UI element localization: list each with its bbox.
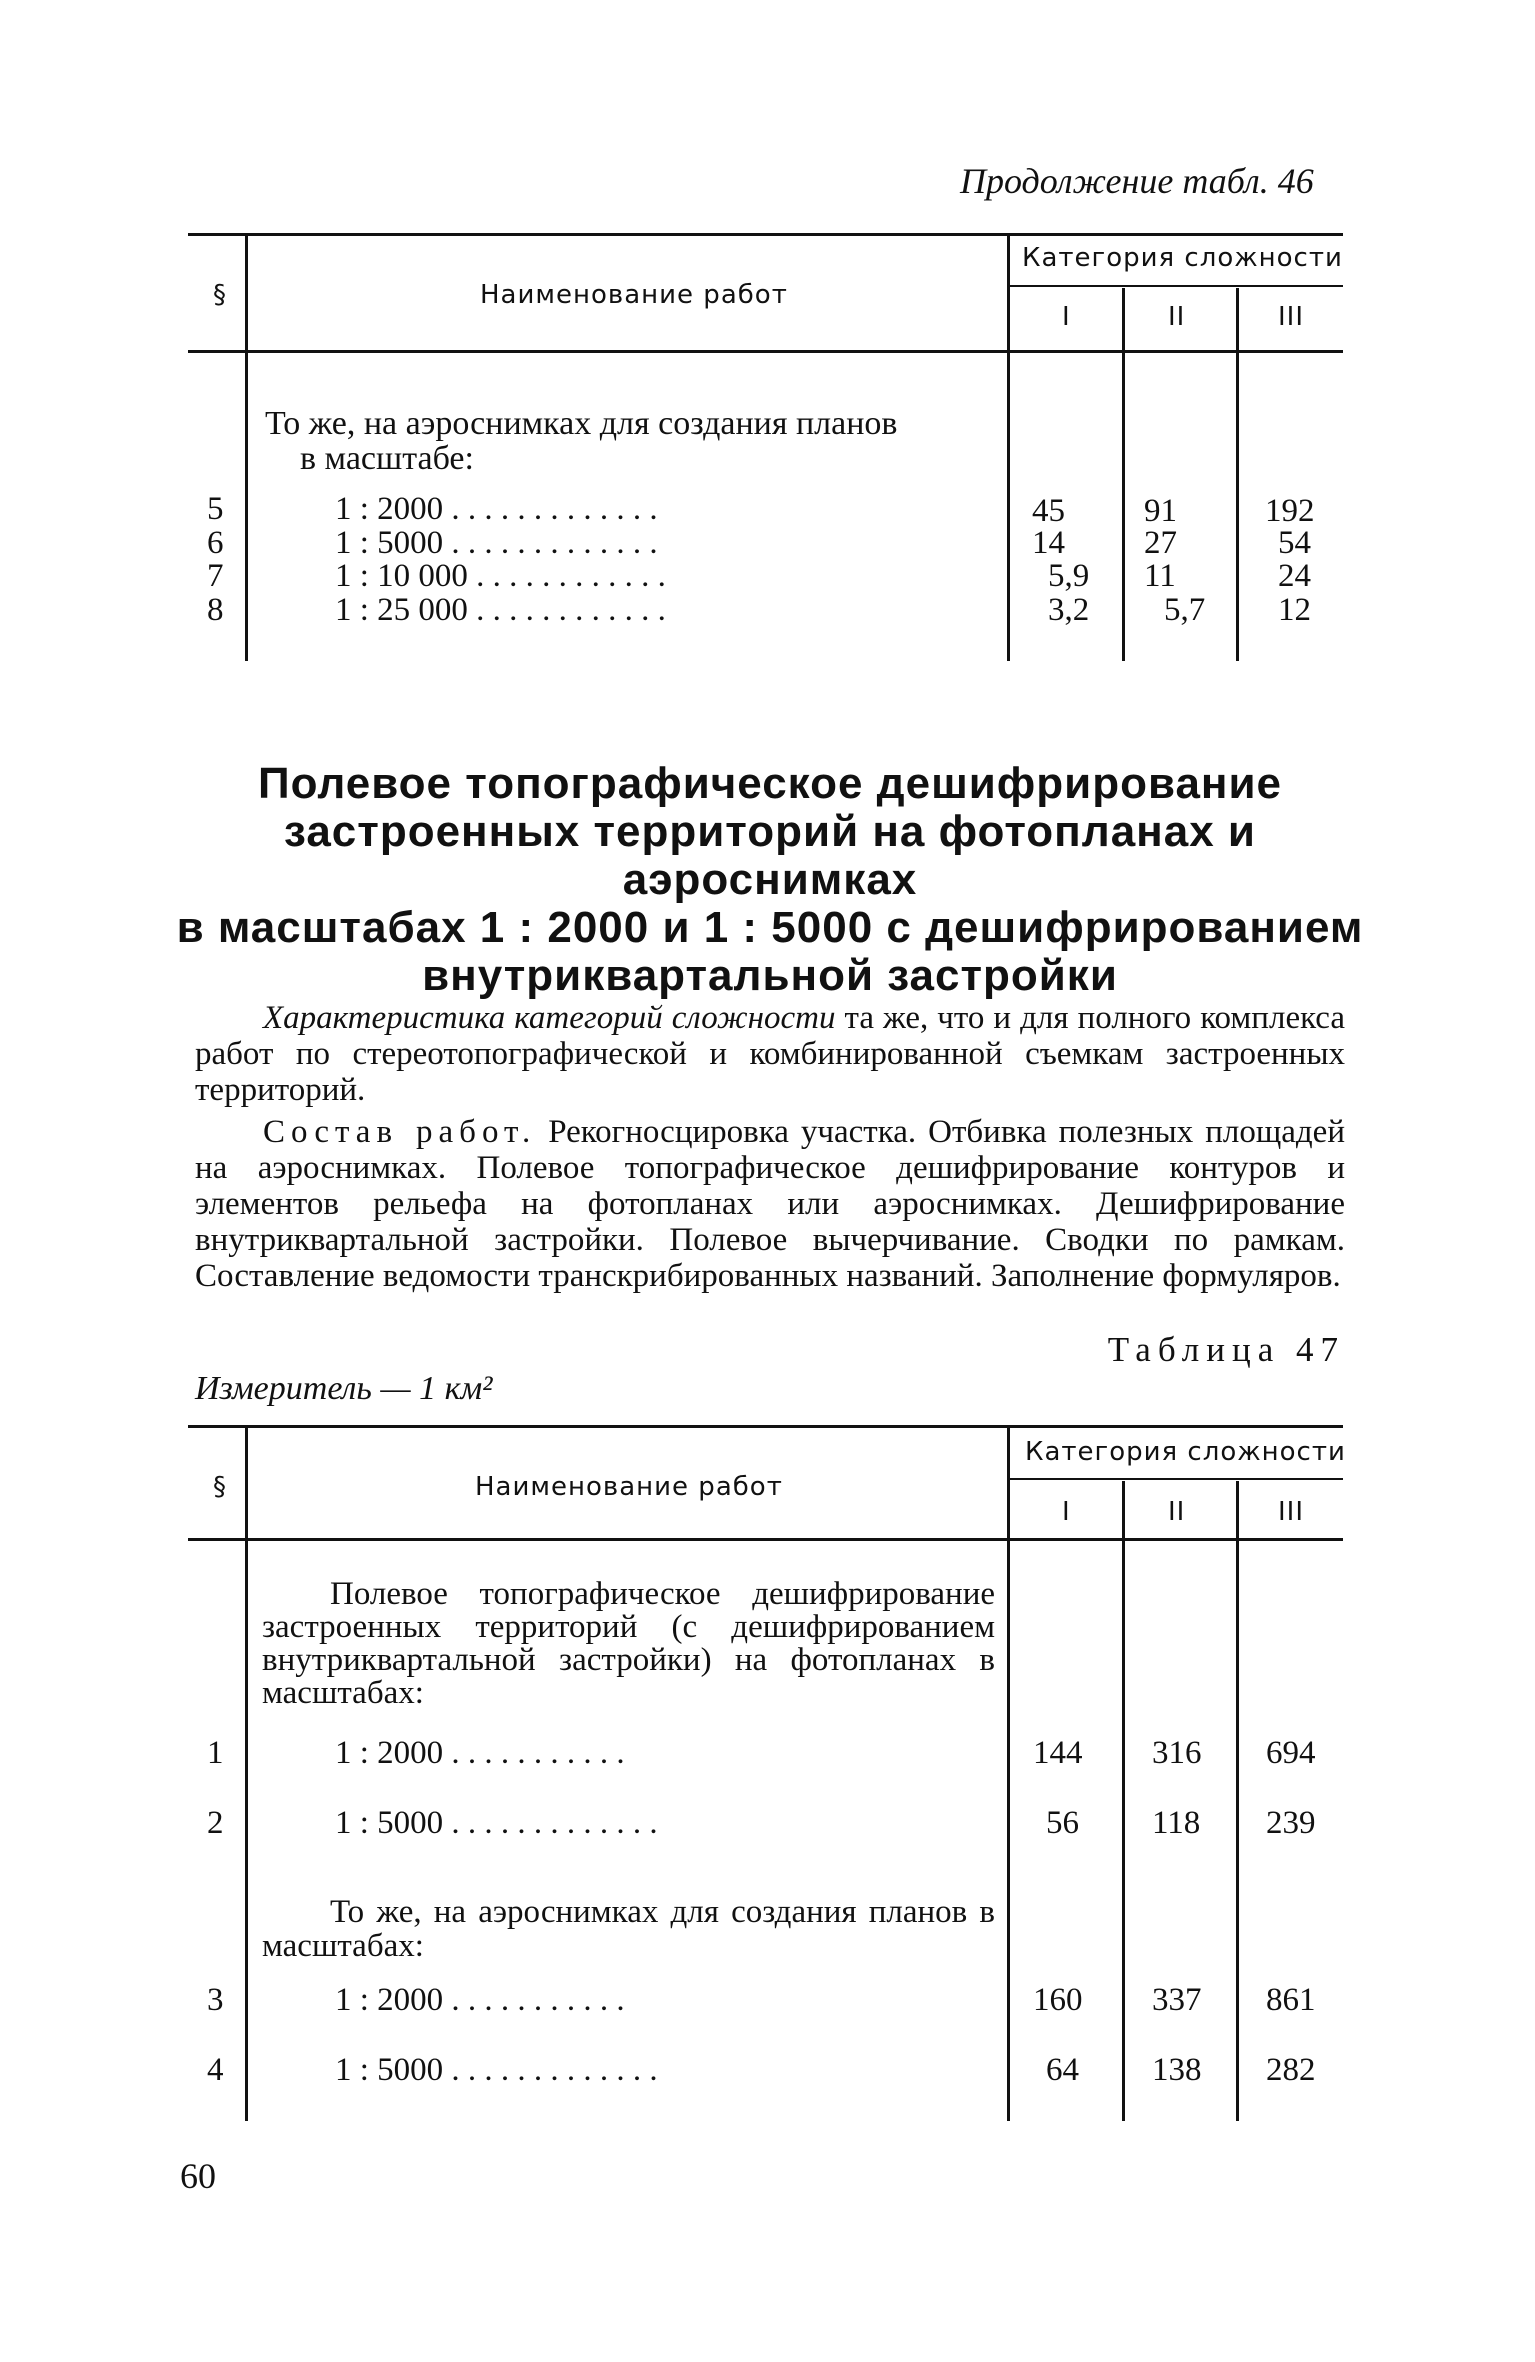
row-value-III: 12	[1278, 592, 1311, 628]
table-47-col-I: I	[1062, 1497, 1071, 1527]
section-title-line: в масштабах 1 : 2000 и 1 : 5000 с дешифрированием	[176, 903, 1364, 952]
row-number: 3	[207, 1982, 224, 2018]
row-value-I: 5,9	[1048, 558, 1090, 594]
dots: . . . . . . . . . . . .	[476, 558, 666, 594]
scale: 1 : 2000	[335, 1735, 444, 1771]
row-number: 2	[207, 1805, 224, 1841]
scale: 1 : 2000	[335, 491, 444, 527]
table-47-vline-3	[1122, 1481, 1125, 1538]
row-value-II: 337	[1152, 1982, 1202, 2018]
paragraph-text: Рекогносцировка участка. Отбивка полезных площадей на аэроснимках. Полевое топографическое дешифрирование контуров и элементов рельефа на фотопланах или аэроснимках. Дешифрирование внутриквартальной застройки. Полевое вычерчивание. Сводки по рамкам. Составление ведомости транскрибированных названий. Заполнение формуляров.	[195, 1114, 1345, 1294]
section-title-line: Полевое топографическое дешифрирование	[257, 759, 1283, 808]
table-46-vline-3	[1122, 288, 1125, 350]
table-46-col-II: II	[1168, 302, 1186, 332]
row-value-III: 239	[1266, 1805, 1316, 1841]
page-number: 60	[180, 2156, 216, 2196]
row-value-II: 138	[1152, 2052, 1202, 2088]
table-46-row-scale	[335, 525, 658, 562]
row-value-I: 3,2	[1048, 592, 1090, 628]
table-46-col-I: I	[1062, 302, 1071, 332]
table-46-vline-1	[245, 236, 248, 350]
table-46-row	[207, 592, 224, 629]
dots: . . . . . . . . . . . .	[476, 592, 666, 628]
measure-unit: Измеритель — 1 км²	[195, 1370, 493, 1407]
row-value-II: 27	[1144, 525, 1177, 561]
table-46-header-rule	[188, 350, 1343, 353]
row-value-III: 24	[1278, 558, 1311, 594]
table-46-row	[207, 525, 224, 562]
table-47-group-2: То же, на аэроснимках для создания планов в масштабах:	[262, 1894, 995, 1964]
row-value-II: 118	[1152, 1805, 1201, 1841]
table-47-vline-1	[245, 1428, 248, 1538]
row-value-II: 11	[1144, 558, 1176, 594]
row-value-I: 56	[1046, 1805, 1079, 1841]
table-47-body-vline-1	[245, 1541, 248, 2121]
table-46-group-text-2: в масштабе:	[300, 440, 474, 477]
table-46-row-scale	[335, 592, 666, 629]
table-46-group-text-1: То же, на аэроснимках для создания планов	[265, 405, 898, 442]
scale: 1 : 10 000	[335, 558, 468, 594]
row-value-II: 316	[1152, 1735, 1202, 1771]
row-number: 1	[207, 1735, 224, 1771]
table-47-label: Таблица 47	[1107, 1330, 1345, 1369]
table-47-row	[207, 1735, 224, 1772]
row-value-II: 5,7	[1164, 592, 1206, 628]
table-47-vline-2	[1007, 1428, 1010, 1538]
table-47-vline-4	[1236, 1481, 1239, 1538]
continuation-label: Продолжение табл. 46	[960, 161, 1314, 201]
paragraph-lead: Характеристика категорий сложности	[263, 1000, 836, 1036]
dots: . . . . . . . . . . .	[451, 1735, 625, 1771]
table-47-top-rule	[188, 1425, 1343, 1428]
section-title	[150, 760, 1390, 1000]
row-value-III: 192	[1265, 493, 1315, 529]
table-46-category-rule	[1010, 285, 1343, 287]
table-46-col-category: Категория сложности	[1022, 243, 1343, 273]
scale: 1 : 25 000	[335, 592, 468, 628]
table-46-row-scale	[335, 558, 666, 595]
dots: . . . . . . . . . . . . .	[451, 491, 658, 527]
row-value-I: 64	[1046, 2052, 1079, 2088]
table-47-header-rule	[188, 1538, 1343, 1541]
row-value-I: 14	[1032, 525, 1065, 561]
table-46-vline-2	[1007, 236, 1010, 350]
dots: . . . . . . . . . . . . .	[451, 2052, 658, 2088]
table-47-row	[207, 1805, 224, 1842]
row-value-I: 144	[1033, 1735, 1083, 1771]
table-46-row	[207, 493, 224, 525]
row-value-III: 694	[1266, 1735, 1316, 1771]
row-value-III: 282	[1266, 2052, 1316, 2088]
paragraph-composition	[195, 1114, 1345, 1294]
table-47-body-vline-4	[1236, 1541, 1239, 2121]
scale: 1 : 5000	[335, 525, 444, 561]
table-46-col-III: III	[1278, 302, 1305, 332]
scale: 1 : 5000	[335, 2052, 444, 2088]
row-value-III: 54	[1278, 525, 1311, 561]
table-47-category-rule	[1010, 1478, 1343, 1480]
paragraph-characteristics	[195, 1000, 1345, 1108]
scale: 1 : 2000	[335, 1982, 444, 2018]
table-46-body-vline-2	[1007, 353, 1010, 661]
table-46-body-vline-4	[1236, 353, 1239, 661]
dots: . . . . . . . . . . . . .	[451, 1805, 658, 1841]
row-number: 4	[207, 2052, 224, 2088]
row-value-II: 91	[1144, 493, 1177, 529]
table-47-row-scale	[335, 1735, 625, 1772]
section-title-line: внутриквартальной застройки	[422, 951, 1118, 1000]
row-value-I: 45	[1032, 493, 1065, 529]
table-46-top-rule	[188, 233, 1343, 236]
table-46-row	[207, 558, 224, 595]
table-47-col-section: §	[213, 1472, 227, 1502]
table-46-body-vline-3	[1122, 353, 1125, 661]
table-46-vline-4	[1236, 288, 1239, 350]
table-47-row-scale	[335, 2052, 658, 2089]
row-number: 8	[207, 592, 224, 628]
table-47-col-category: Категория сложности	[1025, 1437, 1346, 1467]
table-47-body-vline-2	[1007, 1541, 1010, 2121]
row-number: 5	[207, 491, 224, 527]
table-47-row	[207, 1982, 224, 2019]
description-paragraphs	[195, 1000, 1345, 1294]
table-46-col-name: Наименование работ	[480, 280, 788, 310]
table-47-col-III: III	[1278, 1497, 1305, 1527]
table-47-body-vline-3	[1122, 1541, 1125, 2121]
dots: . . . . . . . . . . .	[451, 1982, 625, 2018]
table-46-body-vline-1	[245, 353, 248, 661]
scale: 1 : 5000	[335, 1805, 444, 1841]
table-47-col-II: II	[1168, 1497, 1186, 1527]
row-number: 7	[207, 558, 224, 594]
dots: . . . . . . . . . . . . .	[451, 525, 658, 561]
table-46-col-section: §	[213, 280, 227, 310]
paragraph-lead: Состав работ.	[263, 1114, 537, 1150]
table-47-row-scale	[335, 1982, 625, 2019]
table-47-col-name: Наименование работ	[475, 1472, 783, 1502]
table-46-row-scale	[335, 493, 658, 525]
section-title-line: застроенных территорий на фотопланах и аэроснимках	[284, 807, 1256, 904]
row-number: 6	[207, 525, 224, 561]
row-value-III: 861	[1266, 1982, 1316, 2018]
table-47-group-1: Полевое топографическое дешифрирование застроенных территорий (с дешифрированием внутриквартальной застройки) на фотопланах в масштабах:	[262, 1576, 995, 1711]
table-47-row-scale	[335, 1805, 658, 1842]
row-value-I: 160	[1033, 1982, 1083, 2018]
paragraph-text: та же, что и для полного комплекса работ по стереотопографической и комбинированной съемкам застроенных территорий.	[195, 1000, 1345, 1108]
table-47-row	[207, 2052, 224, 2089]
